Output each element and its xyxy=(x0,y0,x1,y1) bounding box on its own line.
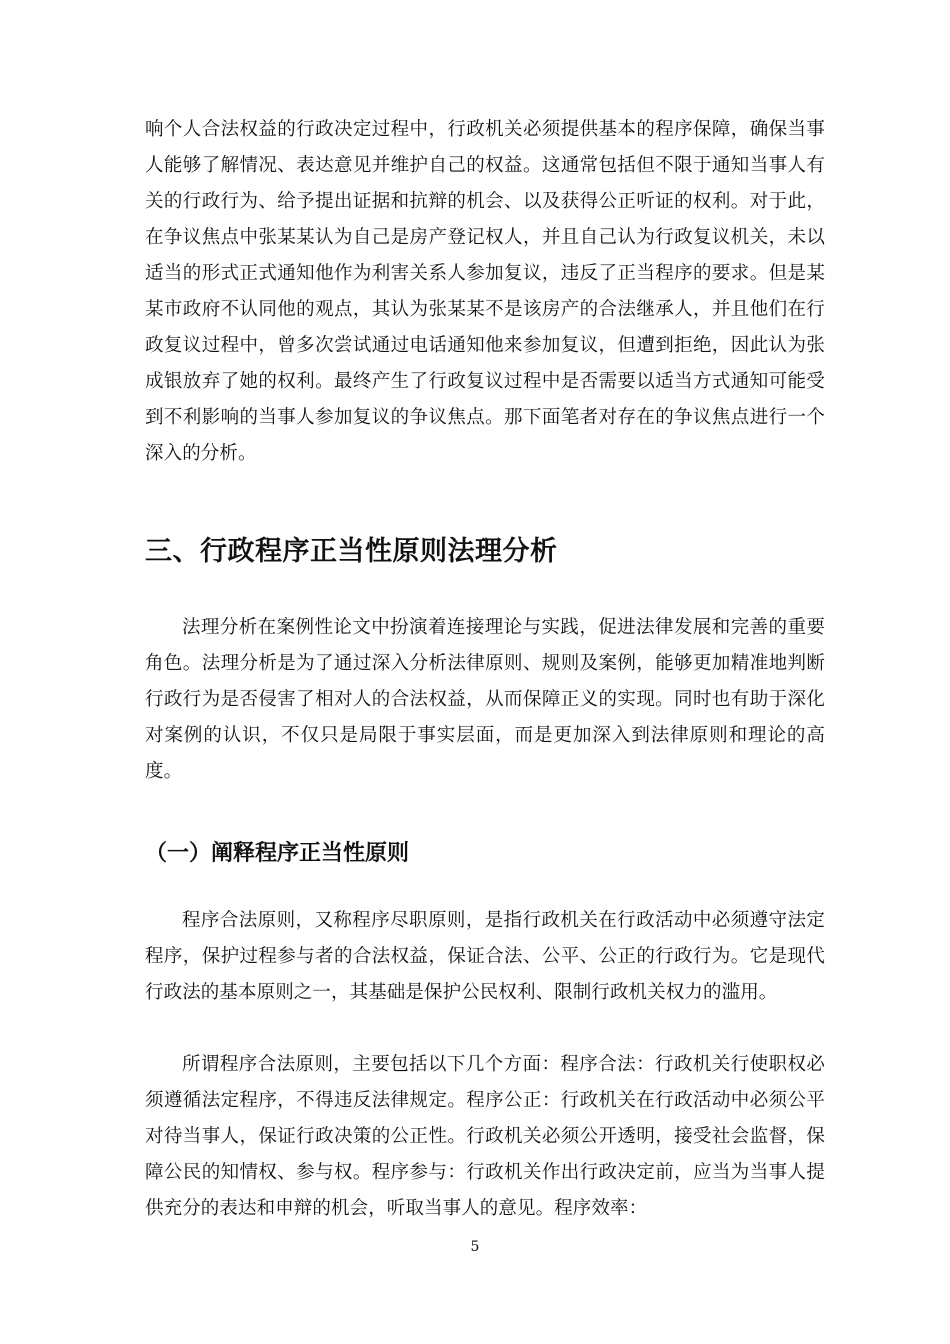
body-paragraph-2: 法理分析在案例性论文中扮演着连接理论与实践，促进法律发展和完善的重要角色。法理分析是为了通过深入分析法律原则、规则及案例，能够更加精准地判断行政行为是否侵害了相对人的合法权益，从而保障正义的实现。同时也有助于深化对案例的认识，不仅只是局限于事实层面，而是更加深入到法律原则和理论的高度。 xyxy=(145,617,825,782)
body-paragraph-4: 所谓程序合法原则，主要包括以下几个方面：程序合法：行政机关行使职权必须遵循法定程序，不得违反法律规定。程序公正：行政机关在行政活动中必须公平对待当事人，保证行政决策的公正性。行政机关必须公开透明，接受社会监督，保障公民的知情权、参与权。程序参与：行政机关作出行政决定前，应当为当事人提供充分的表达和申辩的机会，听取当事人的意见。程序效率： xyxy=(145,1054,825,1219)
body-paragraph-3: 程序合法原则，又称程序尽职原则，是指行政机关在行政活动中必须遵守法定程序，保护过程参与者的合法权益，保证合法、公平、公正的行政行为。它是现代行政法的基本原则之一，其基础是保护公民权利、限制行政机关权力的滥用。 xyxy=(145,910,825,1003)
page-number: 5 xyxy=(470,1239,480,1255)
body-paragraph-1: 响个人合法权益的行政决定过程中，行政机关必须提供基本的程序保障，确保当事人能够了解情况、表达意见并维护自己的权益。这通常包括但不限于通知当事人有关的行政行为、给予提出证据和抗辩的机会、以及获得公正听证的权利。对于此，在争议焦点中张某某认为自己是房产登记权人，并且自己认为行政复议机关，未以适当的形式正式通知他作为利害关系人参加复议，违反了正当程序的要求。但是某某市政府不认同他的观点，其认为张某某不是该房产的合法继承人，并且他们在行政复议过程中，曾多次尝试通过电话通知他来参加复议，但遭到拒绝，因此认为张成银放弃了她的权利。最终产生了行政复议过程中是否需要以适当方式通知可能受到不利影响的当事人参加复议的争议焦点。那下面笔者对存在的争议焦点进行一个深入的分析。 xyxy=(145,119,825,464)
section-heading: 三、行政程序正当性原则法理分析 xyxy=(145,536,558,567)
subsection-heading: （一）阐释程序正当性原则 xyxy=(145,841,410,866)
